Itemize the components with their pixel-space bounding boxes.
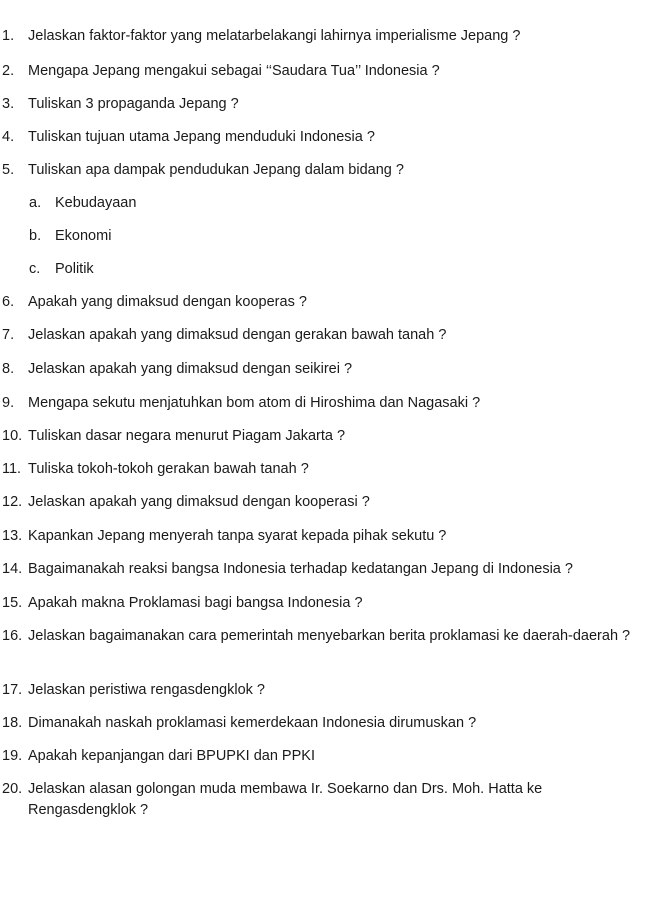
question-text: Tuliskan dasar negara menurut Piagam Jakarta ?: [28, 428, 346, 444]
question-number: 16.: [2, 628, 23, 644]
question-number: 11.: [2, 461, 22, 477]
question-text: Jelaskan peristiwa rengasdengklok ?: [28, 682, 265, 698]
question-text: Jelaskan apakah yang dimaksud dengan kooperasi ?: [28, 494, 370, 510]
question-number: 17.: [2, 682, 23, 698]
question-number: 6.: [2, 294, 15, 310]
question-text: Tuliska tokoh-tokoh gerakan bawah tanah ?: [28, 461, 309, 477]
question-number: 20.: [2, 781, 23, 797]
question-text: Jelaskan apakah yang dimaksud dengan seikirei ?: [28, 361, 353, 377]
question-text: Jelaskan alasan golongan muda membawa Ir. Soekarno dan Drs. Moh. Hatta ke Rengasdengklok ?: [28, 781, 543, 818]
question-number: 10.: [2, 428, 23, 444]
question-number: 12.: [2, 494, 23, 510]
question-text: Tuliskan apa dampak pendudukan Jepang dalam bidang ?: [28, 162, 404, 178]
sub-item-letter: b.: [29, 228, 42, 244]
question-number: 9.: [2, 395, 15, 411]
question-number: 3.: [2, 96, 15, 112]
question-text: Mengapa Jepang mengakui sebagai ‘‘Saudara Tua’’ Indonesia ?: [28, 63, 440, 79]
question-text: Jelaskan apakah yang dimaksud dengan gerakan bawah tanah ?: [28, 327, 447, 343]
question-number: 8.: [2, 361, 15, 377]
question-number: 13.: [2, 528, 23, 544]
question-number: 7.: [2, 327, 15, 343]
question-number: 18.: [2, 715, 23, 731]
question-text: Apakah kepanjangan dari BPUPKI dan PPKI: [28, 748, 315, 764]
question-text: Mengapa sekutu menjatuhkan bom atom di Hiroshima dan Nagasaki ?: [28, 395, 481, 411]
question-text: Apakah makna Proklamasi bagi bangsa Indonesia ?: [28, 595, 363, 611]
question-text: Tuliskan tujuan utama Jepang menduduki Indonesia ?: [28, 129, 375, 145]
question-number: 2.: [2, 63, 15, 79]
question-text: Apakah yang dimaksud dengan kooperas ?: [28, 294, 307, 310]
sub-item-letter: a.: [29, 195, 42, 211]
question-text: Dimanakah naskah proklamasi kemerdekaan Indonesia dirumuskan ?: [28, 715, 477, 731]
question-number: 19.: [2, 748, 23, 764]
sub-item-text: Ekonomi: [55, 228, 112, 244]
question-number: 1.: [2, 28, 15, 44]
question-text: Bagaimanakah reaksi bangsa Indonesia terhadap kedatangan Jepang di Indonesia ?: [28, 561, 573, 577]
question-number: 14.: [2, 561, 23, 577]
sub-item-text: Kebudayaan: [55, 195, 137, 211]
question-number: 15.: [2, 595, 23, 611]
question-text: Tuliskan 3 propaganda Jepang ?: [28, 96, 239, 112]
question-text: Jelaskan bagaimanakan cara pemerintah menyebarkan berita proklamasi ke daerah-daerah ?: [28, 628, 631, 644]
question-text: Kapankan Jepang menyerah tanpa syarat kepada pihak sekutu ?: [28, 528, 447, 544]
question-text: Jelaskan faktor-faktor yang melatarbelakangi lahirnya imperialisme Jepang ?: [28, 28, 521, 44]
sub-item-letter: c.: [29, 261, 41, 277]
question-number: 4.: [2, 129, 15, 145]
sub-item-text: Politik: [55, 261, 94, 277]
question-number: 5.: [2, 162, 15, 178]
